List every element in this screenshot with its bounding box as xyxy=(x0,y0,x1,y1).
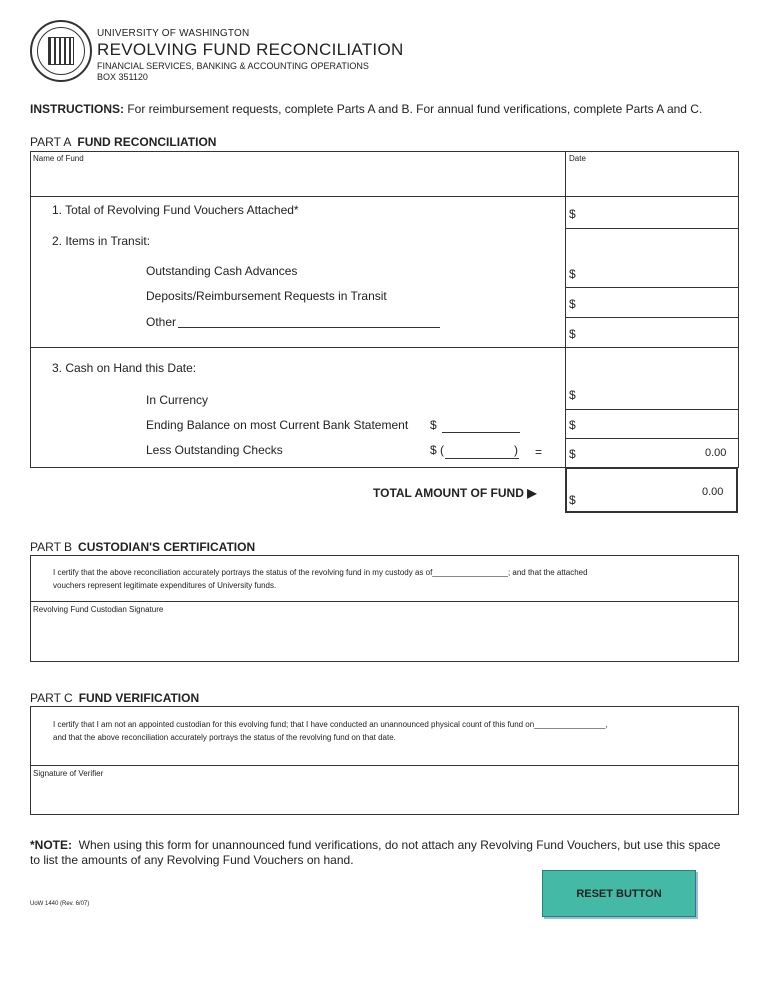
other-label: Other xyxy=(146,315,177,329)
date-field[interactable] xyxy=(569,165,735,193)
total-dollar: $ xyxy=(569,493,576,507)
deposits-dollar: $ xyxy=(569,297,576,311)
form-title: REVOLVING FUND RECONCILIATION xyxy=(97,40,404,59)
date-label: Date xyxy=(569,154,586,163)
outstanding-cash-dollar: $ xyxy=(569,267,576,281)
line-2-label: 2. Items in Transit: xyxy=(52,234,151,248)
vouchers-total-field[interactable] xyxy=(580,200,735,226)
part-a-title: FUND RECONCILIATION xyxy=(77,135,217,149)
note-label: *NOTE: xyxy=(30,838,72,852)
form-id: UoW 1440 (Rev. 6/07) xyxy=(30,901,90,907)
total-amount-label: TOTAL AMOUNT OF FUND ▶ xyxy=(373,486,537,500)
deposits-label: Deposits/Reimbursement Requests in Transit xyxy=(146,289,387,303)
line-3-label: 3. Cash on Hand this Date: xyxy=(52,361,197,375)
part-c-label: PART C xyxy=(30,691,73,705)
instructions-label: INSTRUCTIONS: xyxy=(30,102,124,116)
in-currency-dollar: $ xyxy=(569,388,576,402)
ending-balance-total-dollar: $ xyxy=(569,418,576,432)
department: FINANCIAL SERVICES, BANKING & ACCOUNTING OPERATIONS xyxy=(97,61,369,71)
less-checks-label: Less Outstanding Checks xyxy=(146,443,283,457)
total-amount-value: 0.00 xyxy=(702,486,724,498)
part-b-label: PART B xyxy=(30,540,73,554)
part-b-title: CUSTODIAN'S CERTIFICATION xyxy=(78,540,256,554)
verifier-certification-text: I certify that I am not an appointed custodian for this evolving fund; that I have conducted an unannounced physical count of this fund on________________, and that the above reconciliation accurately portrays the status of the revolving fund on that date. xyxy=(53,720,608,742)
part-a-label: PART A xyxy=(30,135,72,149)
ending-balance-dollar: $ xyxy=(430,418,437,432)
part-c-heading xyxy=(30,691,199,705)
line-1-label: 1. Total of Revolving Fund Vouchers Attached* xyxy=(52,203,299,217)
line-1-dollar: $ xyxy=(569,207,576,221)
verifier-signature-field[interactable] xyxy=(33,781,735,812)
in-currency-field[interactable] xyxy=(580,381,735,407)
ending-balance-label: Ending Balance on most Current Bank Statement xyxy=(146,418,409,432)
custodian-signature-field[interactable] xyxy=(33,617,735,659)
verifier-signature-label: Signature of Verifier xyxy=(33,769,104,778)
instructions xyxy=(30,102,702,116)
checks-result-dollar: $ xyxy=(569,447,576,461)
name-of-fund-field[interactable] xyxy=(33,165,561,193)
other-dollar: $ xyxy=(569,327,576,341)
university-seal-icon xyxy=(30,20,92,82)
reset-button[interactable]: RESET BUTTON xyxy=(542,870,696,917)
part-a-heading xyxy=(30,135,216,149)
other-amount-field[interactable] xyxy=(580,320,735,346)
in-currency-label: In Currency xyxy=(146,393,209,407)
outstanding-cash-field[interactable] xyxy=(580,260,735,286)
custodian-certification-text: I certify that the above reconciliation accurately portrays the status of the revolving fund in my custody as of_________________; and that the attached vouchers represent legitimate expenditures of University funds. xyxy=(53,568,588,590)
university-name: UNIVERSITY OF WASHINGTON xyxy=(97,28,250,39)
part-b-heading xyxy=(30,540,255,554)
less-checks-dollar: $ ( xyxy=(430,443,445,457)
other-description-field[interactable] xyxy=(178,316,440,328)
custodian-signature-label: Revolving Fund Custodian Signature xyxy=(33,605,164,614)
instructions-text: For reimbursement requests, complete Parts A and B. For annual fund verifications, complete Parts A and C. xyxy=(127,102,703,116)
name-of-fund-label: Name of Fund xyxy=(33,154,84,163)
outstanding-checks-field[interactable] xyxy=(445,444,519,459)
part-c-title: FUND VERIFICATION xyxy=(78,691,200,705)
less-checks-close-paren: ) xyxy=(514,443,518,457)
ending-balance-field[interactable] xyxy=(442,419,520,433)
deposits-field[interactable] xyxy=(580,290,735,316)
ending-balance-total-field[interactable] xyxy=(580,411,735,437)
checks-result-value: 0.00 xyxy=(705,447,727,459)
equals-sign: = xyxy=(535,445,543,459)
outstanding-cash-label: Outstanding Cash Advances xyxy=(146,264,298,278)
box-number: BOX 351120 xyxy=(97,72,148,82)
note: *NOTE: When using this form for unannounced fund verifications, do not attach any Revolving Fund Vouchers, but use this space to list the amounts of any Revolving Fund Vouchers on hand. xyxy=(30,838,721,867)
